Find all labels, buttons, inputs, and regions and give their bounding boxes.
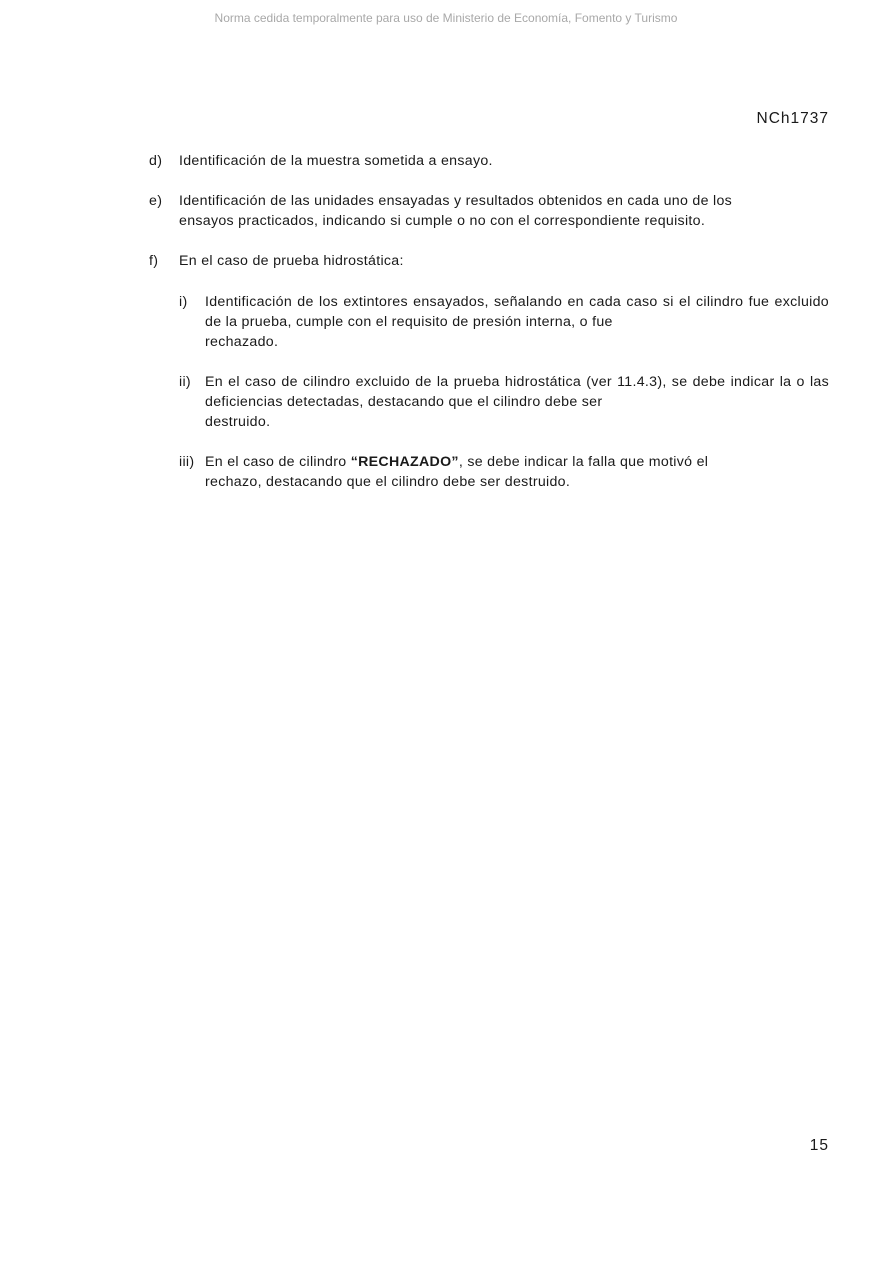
list-item-line: rechazado. — [205, 334, 279, 350]
list-item-line: En el caso de cilindro — [205, 454, 351, 470]
sub-item-ii — [179, 372, 829, 432]
list-item-text — [205, 452, 829, 492]
list-marker: iii) — [179, 454, 195, 470]
list-marker: ii) — [179, 374, 191, 390]
list-item-line: Identificación de los extintores ensayados, señalando en cada caso si el cilindro fue excluido de la prueba, cumple con el requisito de presión interna, o fue — [205, 294, 829, 330]
list-item-line: destruido. — [205, 414, 271, 430]
watermark: Norma cedida temporalmente para uso de Ministerio de Economía, Fomento y Turismo — [214, 11, 678, 25]
list-marker: e) — [149, 193, 163, 209]
list-item-text — [179, 151, 829, 171]
list-item-line: En el caso de cilindro excluido de la prueba hidrostática (ver 11.4.3), se debe indicar la o las deficiencias detectadas, destacando que el cilindro debe ser — [205, 374, 829, 410]
sub-item-iii — [179, 452, 829, 492]
list-item-text — [179, 191, 829, 231]
list-item-d — [149, 151, 829, 171]
list-marker: f) — [149, 253, 159, 269]
list-item-line: ensayos practicados, indicando si cumple o no con el correspondiente requisito. — [179, 213, 706, 229]
list-marker: i) — [179, 294, 188, 310]
page-number: 15 — [809, 1137, 829, 1154]
list-item-line: Identificación de la muestra sometida a ensayo. — [179, 153, 493, 169]
list-item-e — [149, 191, 829, 231]
list-item-text — [205, 372, 829, 432]
emphasis-rechazado: “RECHAZADO” — [350, 454, 459, 470]
list-item-line: En el caso de prueba hidrostática: — [179, 253, 404, 269]
list-item-line: rechazo, destacando que el cilindro debe ser destruido. — [205, 474, 571, 490]
list-marker: d) — [149, 153, 163, 169]
list-item-text — [205, 292, 829, 352]
list-item-line: , se debe indicar la falla que motivó el — [458, 454, 709, 470]
list-item-text — [179, 251, 829, 271]
list-item-line: Identificación de las unidades ensayadas y resultados obtenidos en cada uno de los — [179, 193, 733, 209]
sub-item-i — [179, 292, 829, 352]
list-item-f — [149, 251, 829, 271]
document-code: NCh1737 — [756, 110, 829, 127]
